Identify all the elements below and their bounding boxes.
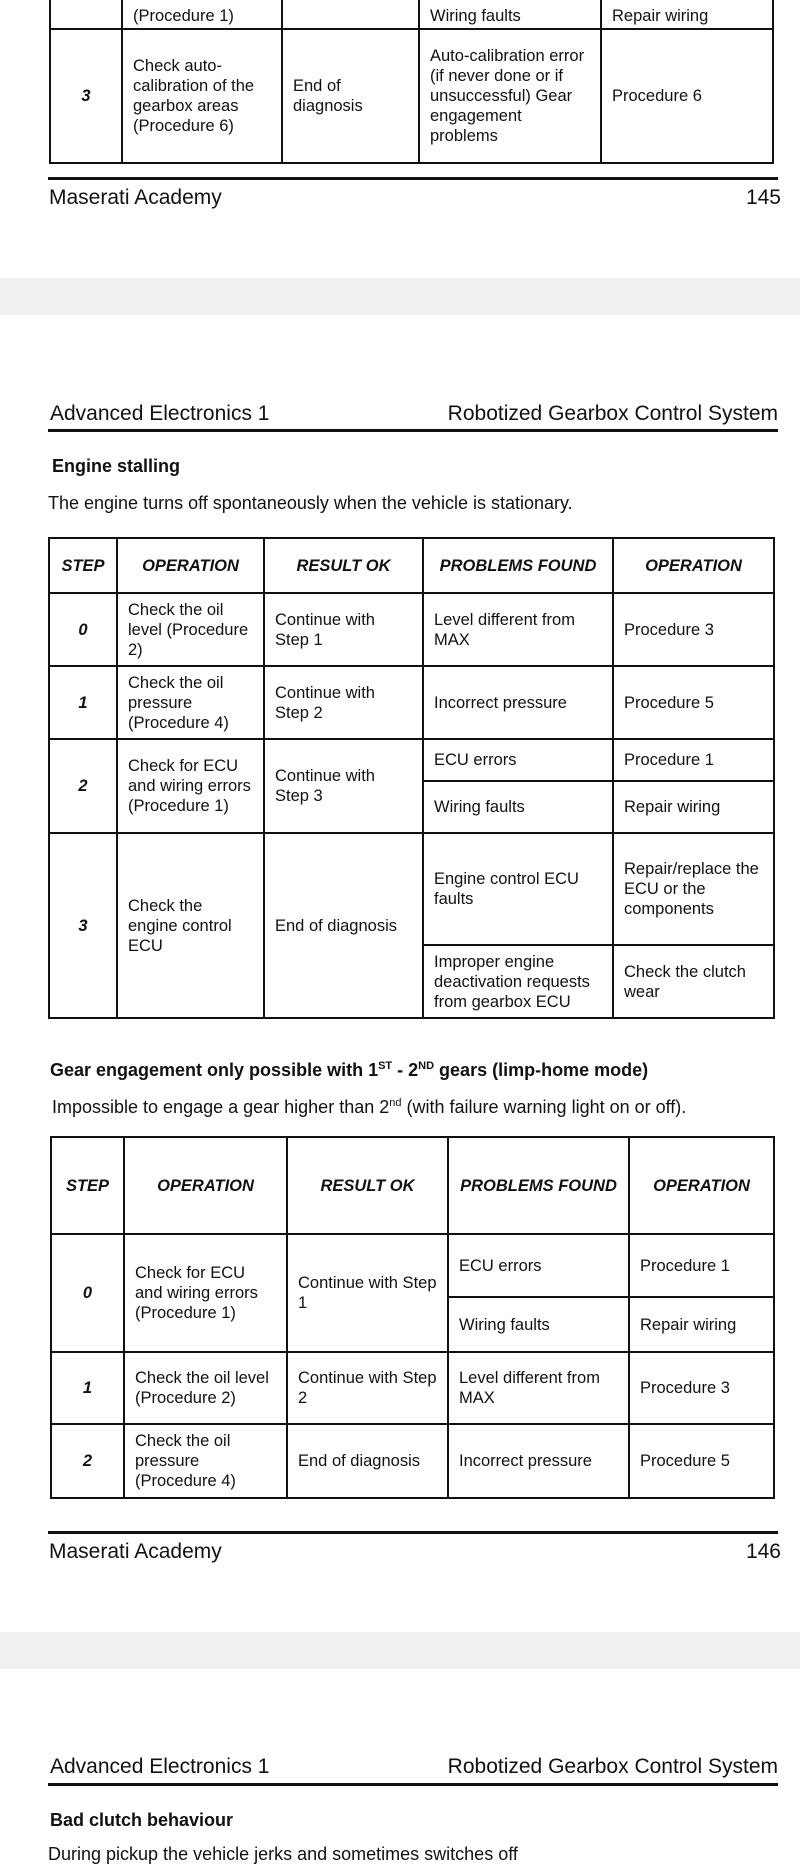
result-cell: End of diagnosis [282,29,419,163]
column-header: RESULT OK [287,1137,448,1234]
page-gap [0,1632,800,1669]
step-cell: 0 [49,593,117,666]
action-cell: Repair wiring [629,1297,774,1352]
section-title: Bad clutch behaviour [50,1810,234,1830]
title-part: - 2 [392,1060,419,1080]
result-cell: Continue with Step 1 [264,593,423,666]
problem-cell: Incorrect pressure [448,1424,629,1498]
table-header-row [49,538,774,593]
section-description: During pickup the vehicle jerks and sometimes switches off [48,1844,518,1864]
section-description: The engine turns off spontaneously when the vehicle is stationary. [48,493,573,513]
step-cell: 3 [49,833,117,1018]
operation-cell: Check for ECU and wiring errors (Procedure 1) [124,1234,287,1352]
table-row [51,1234,774,1297]
header-rule [48,1783,778,1786]
result-cell: End of diagnosis [264,833,423,1018]
title-superscript: ND [418,1060,435,1072]
action-cell: Procedure 5 [613,666,774,739]
problem-cell: Level different from MAX [423,593,613,666]
table-header-row [51,1137,774,1234]
table-row [49,666,774,739]
header-chapter: Robotized Gearbox Control System [447,1755,778,1778]
limp-home-table [50,1136,775,1499]
title-part: Gear engagement only possible with 1 [50,1060,379,1080]
page-number: 146 [745,1540,781,1563]
table-row [49,739,774,781]
result-cell [282,0,419,29]
section-title: Engine stalling [52,456,181,476]
column-header: STEP [51,1137,124,1234]
problem-cell: Wiring faults [423,781,613,833]
header-course: Advanced Electronics 1 [50,402,270,425]
column-header: STEP [49,538,117,593]
step-cell [50,0,122,29]
table-row [50,29,773,163]
action-cell: Repair wiring [613,781,774,833]
action-cell: Repair wiring [601,0,773,29]
header-rule [48,429,778,432]
step-cell: 3 [50,29,122,163]
table-row [50,0,773,29]
problem-cell: Level different from MAX [448,1352,629,1424]
operation-cell: Check the oil pressure (Procedure 4) [124,1424,287,1498]
operation-cell: Check the oil pressure (Procedure 4) [117,666,264,739]
column-header: RESULT OK [264,538,423,593]
desc-part: Impossible to engage a gear higher than 2 [52,1097,390,1117]
engine-stalling-table [48,537,775,1019]
operation-cell: Check the engine control ECU [117,833,264,1018]
step-cell: 1 [49,666,117,739]
action-cell: Procedure 3 [613,593,774,666]
action-cell: Procedure 1 [613,739,774,781]
operation-cell: Check the oil level (Procedure 2) [117,593,264,666]
step-cell: 1 [51,1352,124,1424]
action-cell: Procedure 3 [629,1352,774,1424]
section-description [52,1097,686,1118]
result-cell: Continue with Step 3 [264,739,423,833]
title-superscript: ST [378,1060,393,1072]
operation-cell: (Procedure 1) [122,0,282,29]
problem-cell: Incorrect pressure [423,666,613,739]
step-cell: 0 [51,1234,124,1352]
header-course: Advanced Electronics 1 [50,1755,270,1778]
desc-superscript: nd [389,1097,402,1109]
action-cell: Repair/replace the ECU or the components [613,833,774,945]
table-row [49,833,774,945]
footer-academy: Maserati Academy [49,1540,222,1563]
table-row [51,1352,774,1424]
problem-cell: Improper engine deactivation requests from gearbox ECU [423,945,613,1018]
action-cell: Check the clutch wear [613,945,774,1018]
operation-cell: Check auto-calibration of the gearbox areas (Procedure 6) [122,29,282,163]
title-part: gears (limp-home mode) [434,1060,649,1080]
table-row [51,1424,774,1498]
problem-cell: Auto-calibration error (if never done or if unsuccessful) Gear engagement problems [419,29,601,163]
footer-rule [48,177,778,180]
operation-cell: Check for ECU and wiring errors (Procedure 1) [117,739,264,833]
column-header: OPERATION [124,1137,287,1234]
column-header: OPERATION [629,1137,774,1234]
header-chapter: Robotized Gearbox Control System [447,402,778,425]
step-cell: 2 [51,1424,124,1498]
problem-cell: Engine control ECU faults [423,833,613,945]
operation-cell: Check the oil level (Procedure 2) [124,1352,287,1424]
action-cell: Procedure 5 [629,1424,774,1498]
result-cell: Continue with Step 2 [287,1352,448,1424]
result-cell: Continue with Step 1 [287,1234,448,1352]
top-fragment-table [49,0,774,164]
page-gap [0,278,800,315]
page-number: 145 [745,186,781,209]
problem-cell: Wiring faults [448,1297,629,1352]
footer-rule [48,1531,778,1534]
problem-cell: ECU errors [423,739,613,781]
step-cell: 2 [49,739,117,833]
result-cell: Continue with Step 2 [264,666,423,739]
table-row [49,593,774,666]
column-header: PROBLEMS FOUND [423,538,613,593]
desc-part: (with failure warning light on or off). [401,1097,687,1117]
section-title [50,1060,648,1081]
result-cell: End of diagnosis [287,1424,448,1498]
problem-cell: ECU errors [448,1234,629,1297]
action-cell: Procedure 1 [629,1234,774,1297]
action-cell: Procedure 6 [601,29,773,163]
footer-academy: Maserati Academy [49,186,222,209]
problem-cell: Wiring faults [419,0,601,29]
column-header: OPERATION [613,538,774,593]
column-header: OPERATION [117,538,264,593]
column-header: PROBLEMS FOUND [448,1137,629,1234]
